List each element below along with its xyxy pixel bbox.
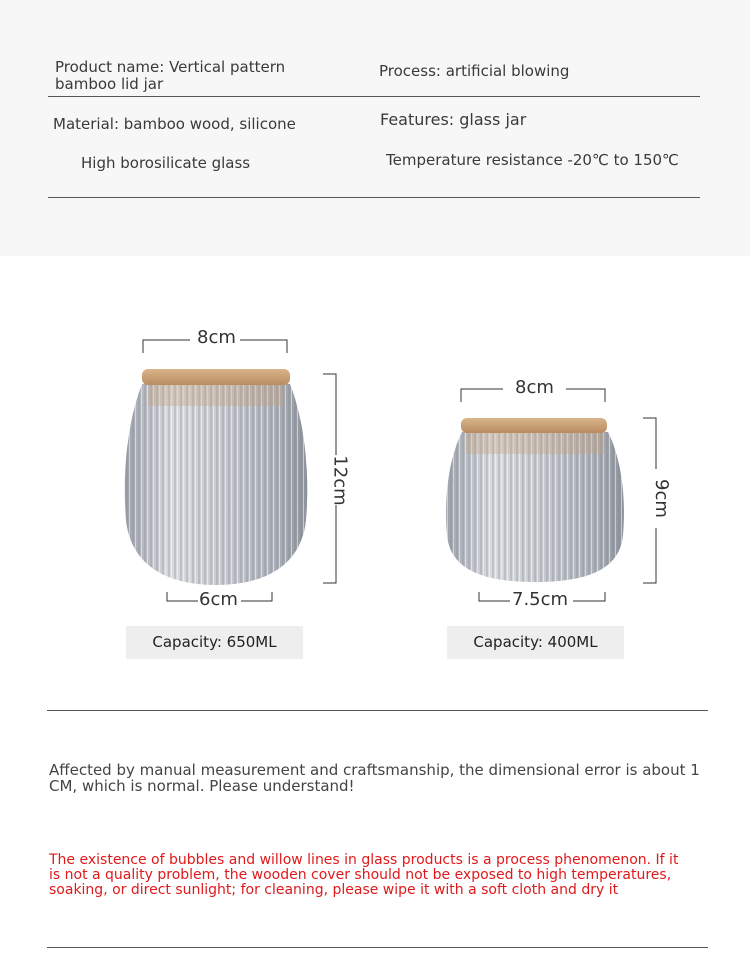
jar-small-capacity: Capacity: 400ML (447, 626, 624, 659)
notes-divider-bottom (47, 947, 708, 948)
temperature-label: Temperature resistance -20℃ to 150℃ (386, 151, 679, 169)
jar-small-lid-width: 8cm (515, 377, 554, 398)
jar-large-height: 12cm (329, 455, 351, 506)
product-name-continued: bamboo lid jar (55, 75, 164, 93)
material-label: Material: bamboo wood, silicone (53, 115, 296, 133)
jar-small-base-width: 7.5cm (512, 589, 569, 610)
jar-large-base-width: 6cm (199, 589, 238, 610)
product-name-label: Product name: Vertical pattern (55, 58, 286, 76)
jar-small-height: 9cm (650, 479, 672, 518)
notes-divider-top (47, 710, 708, 711)
features-label: Features: glass jar (380, 110, 527, 129)
material-continued: High borosilicate glass (81, 154, 251, 172)
warning-note: The existence of bubbles and willow lines in glass products is a process phenomenon. If it is not a quality problem, the wooden cover should not be exposed to high temperatures, soaking, or direct sunlight; for cleaning, please wipe it with a soft cloth and dry it (49, 852, 679, 898)
jar-large-capacity: Capacity: 650ML (126, 626, 303, 659)
measurement-note: Affected by manual measurement and craftsmanship, the dimensional error is about 1 CM, which is normal. Please understand! (49, 761, 700, 795)
jar-large-lid-width: 8cm (197, 327, 236, 348)
process-label: Process: artificial blowing (379, 62, 570, 80)
